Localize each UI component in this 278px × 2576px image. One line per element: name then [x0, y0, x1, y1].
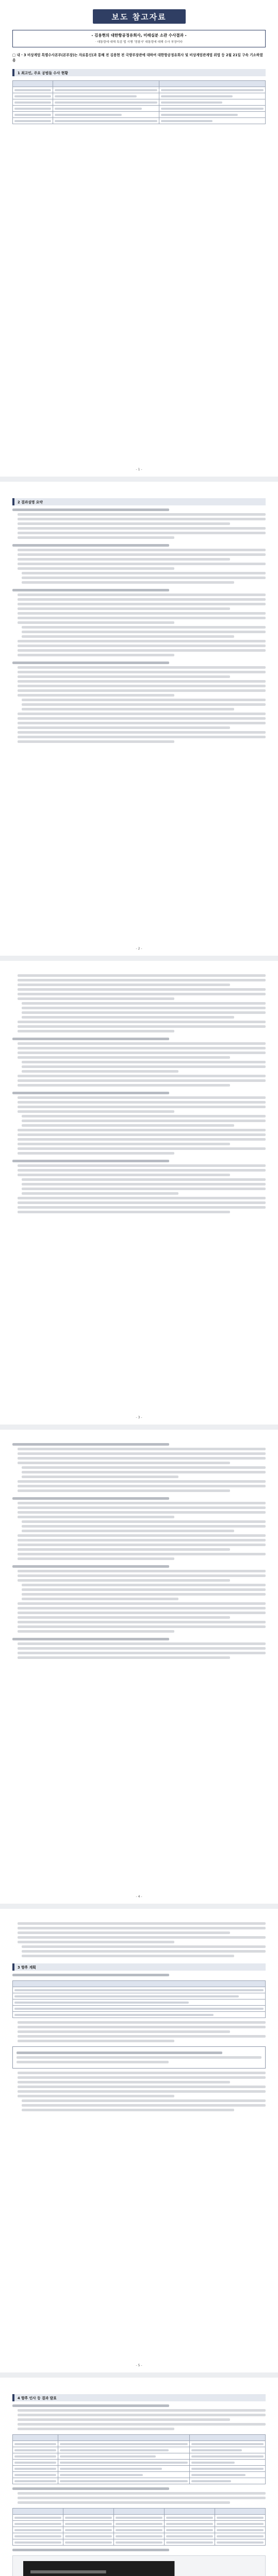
document-page-2	[0, 482, 278, 956]
page-number: - 4 -	[136, 1895, 142, 1899]
note-box	[12, 2046, 266, 2069]
lead-paragraph: □ 내 · 3 비상계엄 특별수사본부(본부장)는 자료통신(과 통해 전 김용현 전 국방부장관에 대하여 대한항공정유회사 및 비상계엄관계법 위법 등 2월 21일 구속 기소하였음	[12, 53, 263, 62]
body-text	[12, 1443, 266, 1659]
section-heading: 2 결과설명 요약	[12, 498, 266, 505]
body-text	[12, 974, 266, 1213]
page-number: - 2 -	[136, 947, 142, 951]
section-heading: 3 향후 계획	[12, 1963, 266, 1971]
page-number: - 1 -	[136, 468, 142, 471]
section-heading: 4 향후 인사 등 결과 발표	[12, 2394, 266, 2401]
document-subtitle: · 대통령에 대해 특검 법 시행 '경찰사' 대통령에 대해 수사 부장이다	[95, 41, 183, 44]
page-number: - 5 -	[136, 2364, 142, 2367]
page-number: - 3 -	[136, 1416, 142, 1419]
evidence-table	[12, 2508, 266, 2546]
section-heading: 1 최고인, 주요 공범들 수사 현황	[12, 69, 266, 76]
body-text	[12, 1922, 266, 1957]
title-block	[12, 30, 266, 47]
message-screenshot	[13, 2556, 265, 2576]
document-page-1	[0, 0, 278, 477]
document-page-5	[0, 1909, 278, 2372]
body-text	[12, 509, 266, 743]
status-table	[12, 80, 266, 124]
body-text	[12, 2404, 266, 2430]
document-page-4	[0, 1430, 278, 1904]
document-page-3	[0, 961, 278, 1425]
document-page-6	[0, 2378, 278, 2576]
screenshot-figure	[12, 2555, 266, 2576]
document-title: - 김용현의 대한항공정유회사, 미래실분 소관 수사결과 -	[91, 33, 187, 38]
summary-table	[12, 1980, 266, 2018]
press-badge: 보도 참고자료	[93, 9, 186, 24]
charges-table	[12, 2434, 266, 2484]
